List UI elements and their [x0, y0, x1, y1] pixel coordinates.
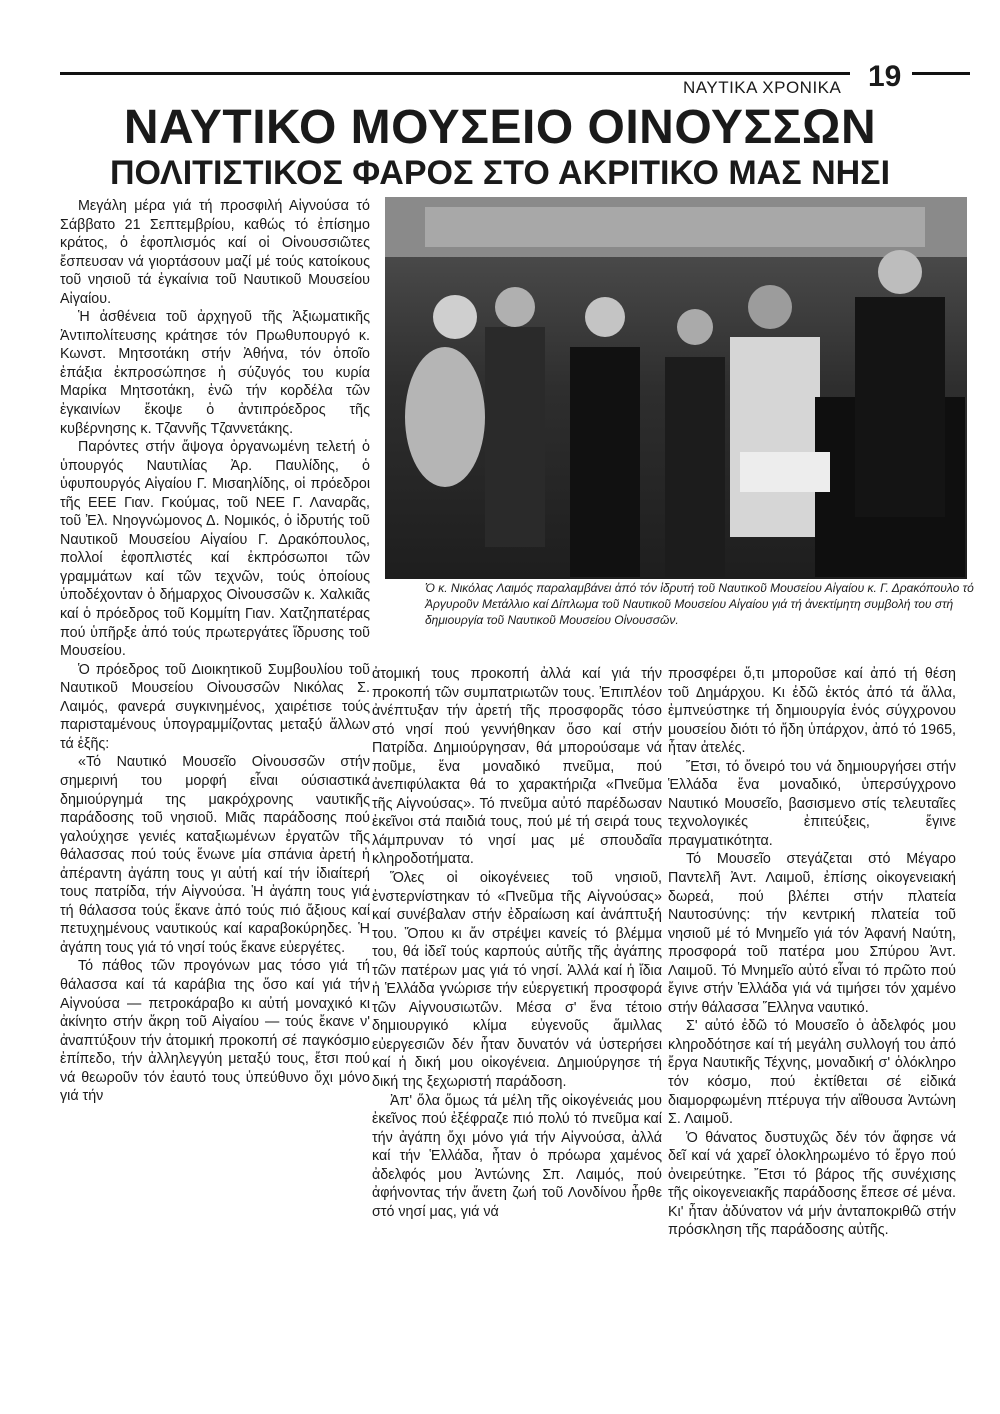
- paragraph: Ὅλες οἱ οἰκογένειες τοῦ νησιοῦ, ἐνστερνίστηκαν τό «Πνεῦμα τῆς Αἰγνούσας» καί συνέβαλαν στήν ἐδραίωση καί ἀνάπτυξή του. Ὅπου κι ἄν στρέψει κανείς τό βλέμμα του, θά ἰδεῖ τούς καρπούς αὐτῆς τῆς ἀγάπης τῶν πατέρων μας γιά τό νησί. Ἀλλά καί ἡ ἴδια ἡ Ἑλλάδα γνώρισε τήν εὐεργετική προσφορά τῶν Αἰγνουσιωτῶν. Μέσα σ' ἕνα τέτοιο δημιουργικό κλίμα εὐγενοῦς ἅμιλλας εὐεργεσιῶν δέν ἦταν δυνατόν νά ὑστερήσει καί ἡ δική μου οἰκογένεια. Δημιούργησε τή δική της ξεχωριστή παράδοση.: [372, 870, 662, 1091]
- paragraph: Παρόντες στήν ἄψογα ὀργανωμένη τελετή ὁ ὑπουργός Ναυτιλίας Ἀρ. Παυλίδης, ὁ ὑφυπουργός Αἰγαίου Γ. Μισαηλίδης, οἱ πρόεδροι τῆς ΕΕΕ Γιαν. Γκούμας, τοῦ ΝΕΕ Γ. Λαναρᾶς, τοῦ Ἐλ. Νηογνώμονος Δ. Νομικός, ὁ ἱδρυτής τοῦ Ναυτικοῦ Μουσείου Αἰγαίου Γ. Δρακόπουλος, πολλοί ἐφοπλιστές καί ἐκπρόσωποι τῶν γραμμάτων καί τῶν τεχνῶν, τούς ὁποίους ὑποδέχονταν ὁ δήμαρχος Οἰνουσσῶν κ. Χαλκιᾶς καί ὁ πρόεδρος τοῦ Κομμίτη Γιαν. Χατζηπατέρας πού ὑπῆρξε ἀπό τούς πρωτεργάτες ἵδρυσης τοῦ Μουσείου.: [60, 439, 370, 660]
- paragraph: Τό Μουσεῖο στεγάζεται στό Μέγαρο Παντελῆ Ἀντ. Λαιμοῦ, ἐπίσης οἰκογενειακή δωρεά, πού βλέπει στήν πλατεία Ναυτοσύνης: τήν κεντρική πλατεία τοῦ νησιοῦ μέ τό Μνημεῖο γιά τόν Ἀφανή Ναύτη, προσφορά τοῦ πατέρα μου Σπύρου Ἀντ. Λαιμοῦ. Τό Μνημεῖο αὐτό εἶναι τό πρῶτο πού ἔγινε στήν Ἑλλάδα γιά νά τιμήσει τόν χαμένο στήν θάλασσα Ἕλληνα ναυτικό.: [668, 851, 956, 1016]
- text-column-2: [372, 665, 662, 1221]
- paragraph: Μεγάλη μέρα γιά τή προσφιλή Αἰγνούσα τό Σάββατο 21 Σεπτεμβρίου, καθώς τό ἐπίσημο κράτος, ὁ ἐφοπλισμός καί οἱ Οἰνουσσιῶτες ἔσπευσαν νά γιορτάσουν μαζί μέ τούς κατοίκους τοῦ νησιοῦ τά ἐγκαίνια τοῦ Ναυτικοῦ Μουσείου Αἰγαίου.: [60, 198, 370, 307]
- publication-name: ΝΑΥΤΙΚΑ ΧΡΟΝΙΚΑ: [683, 78, 842, 97]
- text-column-3: [668, 665, 956, 1240]
- paragraph: «Τό Ναυτικό Μουσεῖο Οἰνουσσῶν στήν σημερινή του μορφή εἶναι ούσιαστικά δημιούργημά της μακρόχρονης ναυτικῆς παράδοσης τοῦ νησιοῦ. Μιᾶς παράδοσης πού γαλούχησε γενιές καταξιωμένων ἐργατῶν τῆς θάλασσας πού τούς ἕνωνε μία σπάνια ἀρετή ἡ ἀπέραντη ἀγάπη τους γι αὐτή καί τήν ἰδιαίτερή τους πατρίδα, τήν Αἰγνούσα. Ἡ ἀγάπη τους γιά τή θάλασσα τούς ἔκανε ἀπό τούς πιό ἄξιους καί πετυχημένους ναυτικούς καί καραβοκύρηδες. Ἡ ἀγάπη τους γιά τό νησί τούς ἔκανε εὐεργέτες.: [60, 754, 370, 956]
- photo-caption: Ὁ κ. Νικόλας Λαιμός παραλαμβάνει ἀπό τόν ἱδρυτή τοῦ Ναυτικοῦ Μουσείου Αἰγαίου κ. Γ. Δρακόπουλο τό Ἀργυροῦν Μετάλλιο καί Δίπλωμα τοῦ Ναυτικοῦ Μουσείου Αἰγαίου γιά τή ἀνεκτίμητη συμβολή του στή δημιουργία τοῦ Ναυτικοῦ Μουσείου Οἰνουσσῶν.: [425, 581, 974, 627]
- paragraph: Ἡ ἀσθένεια τοῦ ἀρχηγοῦ τῆς Ἀξιωματικῆς Ἀντιπολίτευσης κράτησε τόν Πρωθυπουργό κ. Κωνστ. Μητσοτάκη στήν Ἀθήνα, τόν ὁποῖο ἐπάξια ἐκπροσώπησε ἡ σύζυγός του κυρία Μαρίκα Μητσοτάκη, ἐνῶ τήν κορδέλα τῶν ἐγκαινίων ἔκοψε ὁ ἀντιπρόεδρος τῆς κυβέρνησης κ. Τζαννῆς Τζαννετάκης.: [60, 309, 370, 437]
- text-column-1: [60, 197, 370, 1106]
- paragraph: Ἀπ' ὅλα ὅμως τά μέλη τῆς οἰκογένειάς μου ἐκεῖνος πού ἐξέφραζε πιό πολύ τό πνεῦμα καί τήν ἀγάπη ὄχι μόνο γιά τήν Αἰγνούσα, ἀλλά καί τήν Ἑλλάδα, ἦταν ὁ πρόωρα χαμένος ἀδελφός μου Ἀντώνης Σπ. Λαιμός, πού ἀφήνοντας τήν ἄνετη ζωή τοῦ Λονδίνου ἦρθε στό νησί μας, γιά νά: [372, 1092, 662, 1220]
- header-rule: [60, 72, 850, 75]
- paragraph: προσφέρει ὅ,τι μποροῦσε καί ἀπό τή θέση τοῦ Δημάρχου. Κι ἐδῶ ἐκτός ἀπό τά ἄλλα, ἐμπνεύστηκε τή δημιουργία ἑνός σύγχρονου μουσείου διότι τό ἤδη ὑπάρχον, ἀπό τό 1965, ἦταν ἀτελές.: [668, 666, 956, 757]
- article-subtitle: ΠΟΛΙΤΙΣΤΙΚΟΣ ΦΑΡΟΣ ΣΤΟ ΑΚΡΙΤΙΚΟ ΜΑΣ ΝΗΣΙ: [109, 154, 891, 192]
- paragraph: Ὁ θάνατος δυστυχῶς δέν τόν ἄφησε νά δεῖ καί νά χαρεῖ ὁλοκληρωμένο τό ἔργο πού ὀνειρεύτηκε. Ἔτσι τό βάρος τῆς συνέχισης τῆς οἰκογενειακῆς παράδοσης ἔπεσε σέ μένα. Κι' ἦταν ἀδύνατον νά μήν ἀνταποκριθῶ στήν πρόσκληση τῆς παράδοσης αὐτῆς.: [668, 1129, 956, 1239]
- ceremony-photo: [385, 197, 967, 579]
- header-rule-right: [912, 72, 970, 75]
- article-title: ΝΑΥΤΙΚΟ ΜΟΥΣΕΙΟ ΟΙΝΟΥΣΣΩΝ: [123, 101, 877, 154]
- page-number: 19: [868, 60, 902, 93]
- paragraph: Ὁ πρόεδρος τοῦ Διοικητικοῦ Συμβουλίου τοῦ Ναυτικοῦ Μουσείου Οἰνουσσῶν Νικόλας Σ. Λαιμός, φανερά συγκινημένος, χαιρέτισε τούς παρισταμένους ὑπογραμμίζοντας μεταξύ ἄλλων τά ἑξῆς:: [60, 661, 370, 752]
- paragraph: Ἔτσι, τό ὄνειρό του νά δημιουργήσει στήν Ἑλλάδα ἕνα μοναδικό, ὑπερσύγχρονο Ναυτικό Μουσεῖο, βασισμενο στίς τελευταῖες τεχνολογικές ἐπιτεύξεις, ἔγινε πραγματικότητα.: [668, 758, 956, 849]
- paragraph: ἀτομική τους προκοπή ἀλλά καί γιά τήν προκοπή τῶν συμπατριωτῶν τους. Ἐπιπλέον ἀνέπτυξαν τήν ἀρετή τῆς προσφορᾶς τόσο στό νησί πού γεννήθηκαν ὅσο καί στήν Πατρίδα. Δημιούργησαν, θά μπορούσαμε νά ποῦμε, ἕνα μοναδικό πνεῦμα, πού ἀνεπιφύλακτα θά το χαρακτήριζα «Πνεῦμα τῆς Αἰγνούσας». Τό πνεῦμα αὐτό παρέδωσαν ἐκεῖνοι στά παιδιά τους, πού μέ τή σειρά τους λάμπρυναν τό νησί μας μέ σπουδαῖα κληροδοτήματα.: [372, 666, 662, 868]
- paragraph: Σ' αὐτό ἐδῶ τό Μουσεῖο ὁ ἀδελφός μου κληροδότησε καί τή μεγάλη συλλογή του ἀπό ἔργα Ναυτικῆς Τέχνης, μοναδική σ' ὁλόκληρο τόν κόσμο, πού ἐκτίθεται σέ εἰδικά διαμορφωμένη πτέρυγα τήν αἴθουσα Ἀντώνη Σ. Λαιμοῦ.: [668, 1018, 956, 1128]
- paragraph: Τό πάθος τῶν προγόνων μας τόσο γιά τή θάλασσα καί τά καράβια της ὅσο καί γιά τήν Αἰγνούσα — πετροκάραβο κι αὐτή μοναχικό κι ἀκίνητο στήν ἄκρη τοῦ Αἰγαίου — τούς ἔκανε ν' ἀναπτύξουν τήν ἀτομική προκοπή σέ παγκόσμιο ἐπίπεδο, τήν ἀλληλεγγύη μεταξύ τους, ἔτσι πού νά θεωροῦν τόν ἑαυτό τους ὑπεύθυνο ὄχι μόνο γιά τήν: [60, 958, 370, 1105]
